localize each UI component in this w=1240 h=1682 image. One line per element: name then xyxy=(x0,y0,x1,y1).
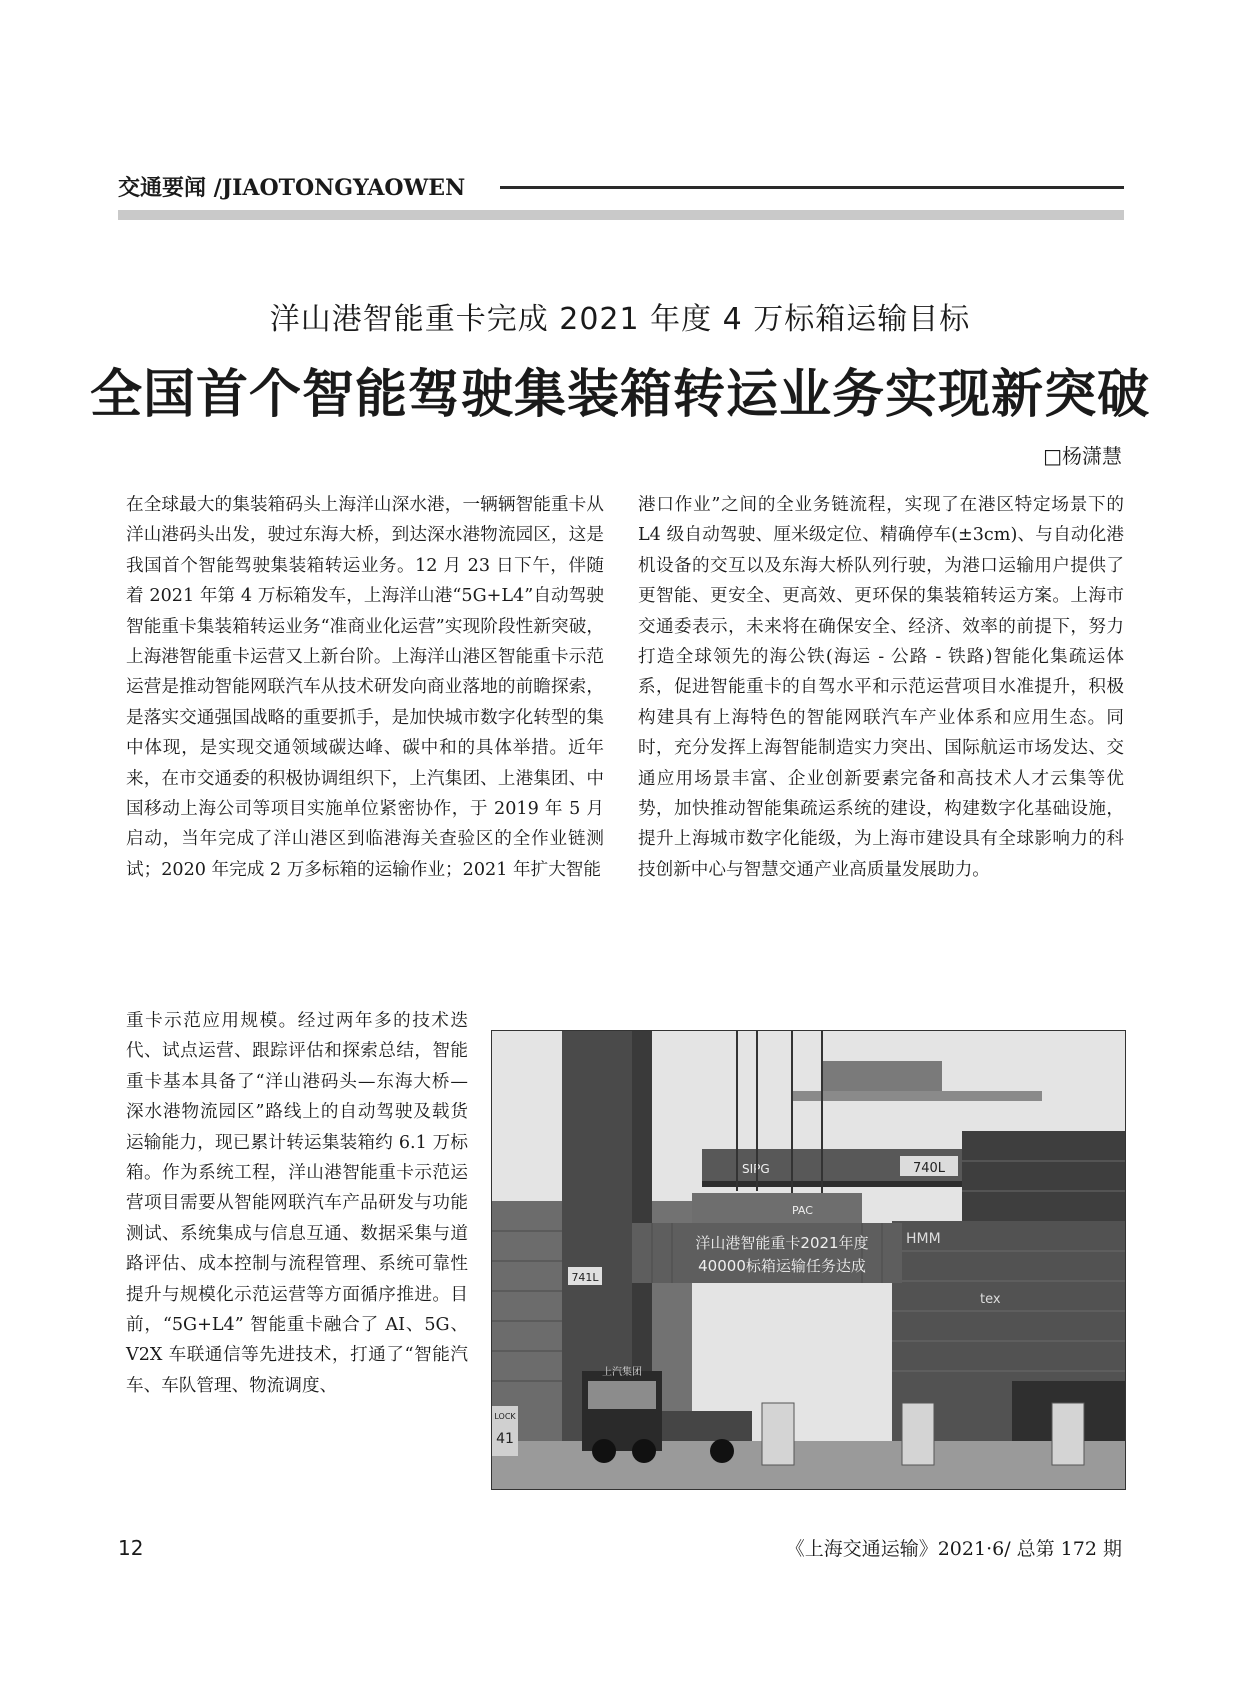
lane-sign: LOCK xyxy=(494,1412,516,1421)
header-rule xyxy=(500,186,1124,189)
container-banner-line-2: 40000标箱运输任务达成 xyxy=(698,1257,866,1275)
body-text-left-column-lower: 重卡示范应用规模。经过两年多的技术迭代、试点运营、跟踪评估和探索总结，智能重卡基本具备了“洋山港码头—东海大桥—深水港物流园区”路线上的自动驾驶及载货运输能力，现已累计转运集装箱约 6.1 万标箱。作为系统工程，洋山港智能重卡示范运营项目需要从智能网联汽车产品研发与功能测试、系统集成与信息互通、数据采集与道路评估、成本控制与流程管理、系统可靠性提升与规模化示范运营等方面循序推进。目前，“5G+L4” 智能重卡融合了 AI、5G、V2X 车联通信等先进技术，打通了“智能汽车、车队管理、物流调度、 xyxy=(126,1011,468,1396)
article-subtitle: 洋山港智能重卡完成 2021 年度 4 万标箱运输目标 xyxy=(269,302,971,337)
container-brand-tex: tex xyxy=(980,1292,1001,1307)
body-text-left-column: 在全球最大的集装箱码头上海洋山深水港，一辆辆智能重卡从洋山港码头出发，驶过东海大桥，到达深水港物流园区，这是我国首个智能驾驶集装箱转运业务。12 月 23 日下午，伴随着 2021 年第 4 万标箱发车，上海洋山港“5G+L4”自动驾驶智能重卡集装箱转运业务“准商业化运营”实现阶段性新突破，上海港智能重卡运营又上新台阶。上海洋山港区智能重卡示范运营是推动智能网联汽车从技术研发向商业落地的前瞻探索，是落实交通强国战略的重要抓手，是加快城市数字化转型的集中体现，是实现交通领域碳达峰、碳中和的具体举措。近年来，在市交通委的积极协调组织下，上汽集团、上港集团、中国移动上海公司等项目实施单位紧密协作，于 2019 年 5 月启动，当年完成了洋山港区到临港海关查验区的全作业链测试；2020 年完成 2 万多标箱的运输作业；2021 年扩大智能 xyxy=(126,495,604,880)
spreader-brand: PAC xyxy=(792,1204,813,1217)
crane-sign-741l: 741L xyxy=(571,1271,599,1284)
body-text-right-column: 港口作业”之间的全业务链流程，实现了在港区特定场景下的 L4 级自动驾驶、厘米级定位、精确停车(±3cm)、与自动化港机设备的交互以及东海大桥队列行驶，为港口运输用户提供了更智能、更安全、更高效、更环保的集装箱转运方案。上海市交通委表示，未来将在确保安全、经济、效率的前提下，努力打造全球领先的海公铁(海运 - 公路 - 铁路)智能化集疏运体系，促进智能重卡的自驾水平和示范运营项目水准提升，积极构建具有上海特色的智能网联汽车产业体系和应用生态。同时，充分发挥上海智能制造实力突出、国际航运市场发达、交通应用场景丰富、企业创新要素完备和高技术人才云集等优势，加快推动智能集疏运系统的建设，构建数字化基础设施，提升上海城市数字化能级，为上海市建设具有全球影响力的科技创新中心与智慧交通产业高质量发展助力。 xyxy=(638,495,1124,880)
section-header xyxy=(118,170,1124,206)
page-number: 12 xyxy=(118,1536,144,1560)
article-title: 全国首个智能驾驶集装箱转运业务实现新突破 xyxy=(89,364,1150,425)
section-label: 交通要闻 /JIAOTONGYAOWEN xyxy=(118,175,466,201)
port-photo xyxy=(491,1030,1126,1490)
crane-sign-sipg: SIPG xyxy=(742,1162,770,1176)
journal-issue: 《上海交通运输》2021·6/ 总第 172 期 xyxy=(785,1538,1122,1560)
truck-label: 上汽集团 xyxy=(602,1367,642,1378)
crane-sign-740l: 740L xyxy=(912,1161,946,1176)
container-banner-line-1: 洋山港智能重卡2021年度 xyxy=(695,1234,869,1252)
lane-number: 41 xyxy=(496,1431,514,1447)
container-brand-hmm: HMM xyxy=(906,1231,941,1247)
header-band xyxy=(118,210,1124,220)
article-author: □杨潇慧 xyxy=(1043,444,1122,468)
